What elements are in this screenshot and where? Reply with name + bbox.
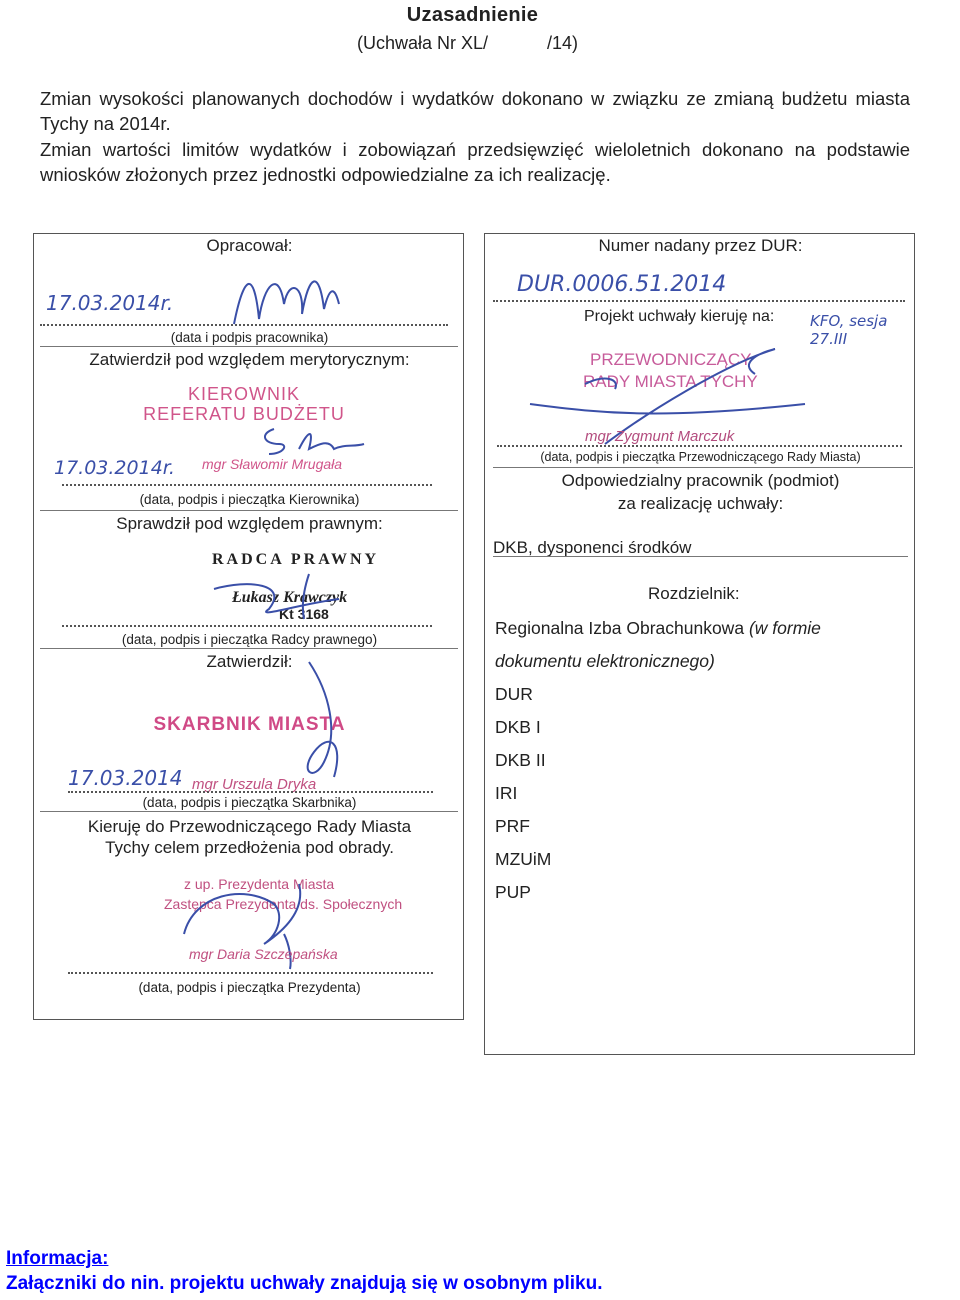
divider xyxy=(493,556,908,557)
legal-stamp-title: RADCA PRAWNY xyxy=(212,551,380,568)
head-stamp-line2: REFERATU BUDŻETU xyxy=(143,404,345,424)
treasurer-dotted-line xyxy=(68,791,433,793)
distribution-first-line xyxy=(495,618,910,639)
document-title: Uzasadnienie xyxy=(406,4,539,26)
president-dotted-line xyxy=(68,972,433,974)
distribution-rio-note-2: dokumentu elektronicznego) xyxy=(495,651,715,671)
distribution-item: DKB II xyxy=(495,750,546,770)
head-dotted-line xyxy=(62,484,432,486)
resolution-year: /14) xyxy=(547,33,579,53)
prepared-header: Opracował: xyxy=(206,236,293,255)
legal-stamp-name: Łukasz Krawczyk xyxy=(232,589,348,606)
distribution-item: DUR xyxy=(495,684,533,704)
treasurer-stamp: SKARBNIK MIASTA xyxy=(153,714,346,735)
dur-header: Numer nadany przez DUR: xyxy=(598,236,803,255)
distribution-item: MZUiM xyxy=(495,849,552,869)
project-text: Projekt uchwały kieruję na: xyxy=(584,308,775,325)
responsible-line2: za realizację uchwały: xyxy=(617,494,784,513)
chair-name-stamp: mgr Zygmunt Marczuk xyxy=(585,428,735,445)
chair-dotted-line xyxy=(497,445,902,447)
treasurer-signature xyxy=(289,652,369,792)
project-handwritten: KFO, sesja 27.III xyxy=(810,312,888,348)
justification-paragraph-2: Zmian wartości limitów wydatków i zobowiązań przedsięwzięć wieloletnich dokonano na podstawie wniosków złożonych przez jednostki odpowiedzialne za ich realizację. xyxy=(40,139,910,185)
refer-text-line1: Kieruję do Przewodniczącego Rady Miasta xyxy=(87,817,412,836)
president-caption: (data, podpis i pieczątka Prezydenta) xyxy=(138,980,361,995)
head-signature xyxy=(259,419,369,459)
distribution-item: PRF xyxy=(495,816,530,836)
prepared-date: 17.03.2014r. xyxy=(46,291,174,315)
legal-signature xyxy=(209,564,369,624)
approved-header: Zatwierdził: xyxy=(206,652,293,671)
legal-stamp-number: Kt 3168 xyxy=(279,606,329,622)
legal-dotted-line xyxy=(62,625,432,627)
distribution-rio: Regionalna Izba Obrachunkowa xyxy=(495,618,745,638)
right-info-box xyxy=(484,233,915,1055)
deputy-stamp-line2: Zastępca Prezydenta ds. Społecznych xyxy=(164,896,403,912)
distribution-header: Rozdzielnik: xyxy=(648,584,740,603)
distribution-rio-note: (w formie xyxy=(748,618,821,638)
chair-caption: (data, podpis i pieczątka Przewodniczącego Rady Miasta) xyxy=(540,450,861,464)
legal-header: Sprawdził pod względem prawnym: xyxy=(116,514,383,533)
document-subtitle xyxy=(357,33,579,54)
prepared-dotted-line xyxy=(40,324,448,326)
prepared-caption: (data i podpis pracownika) xyxy=(170,330,329,345)
treasurer-date: 17.03.2014 xyxy=(68,766,183,790)
head-stamp-line1: KIEROWNIK xyxy=(187,384,300,404)
justification-paragraph-1: Zmian wysokości planowanych dochodów i wydatków dokonano w związku ze zmianą budżetu miasta Tychy na 2014r. xyxy=(40,88,910,134)
legal-caption: (data, podpis i pieczątka Radcy prawnego) xyxy=(121,632,378,647)
distribution-item: IRI xyxy=(495,783,518,803)
divider xyxy=(40,811,458,812)
approved-content-header: Zatwierdził pod względem merytorycznym: xyxy=(89,350,410,369)
chair-stamp-line2: RADY MIASTA TYCHY xyxy=(583,372,758,391)
distribution-item: PUP xyxy=(495,882,531,902)
dur-number: DUR.0006.51.2014 xyxy=(517,272,727,297)
info-text: Załączniki do nin. projektu uchwały znajdują się w osobnym pliku. xyxy=(6,1273,603,1294)
divider xyxy=(40,648,458,649)
dur-dotted-line xyxy=(493,300,905,302)
info-heading: Informacja: xyxy=(6,1248,109,1269)
chair-stamp-line1: PRZEWODNICZĄCY xyxy=(590,350,752,369)
head-date: 17.03.2014r. xyxy=(54,457,175,479)
responsible-line1: Odpowiedzialny pracownik (podmiot) xyxy=(561,471,840,490)
left-approval-box xyxy=(33,233,464,1020)
divider xyxy=(493,467,913,468)
head-name-stamp: mgr Sławomir Mrugała xyxy=(202,456,343,472)
divider xyxy=(40,510,458,511)
resolution-number: (Uchwała Nr XL/ xyxy=(357,33,489,53)
refer-text-line2: Tychy celem przedłożenia pod obrady. xyxy=(105,838,394,857)
responsible-value: DKB, dysponenci środków xyxy=(493,538,692,557)
divider xyxy=(40,346,458,347)
treasurer-name-stamp: mgr Urszula Dryka xyxy=(192,776,317,793)
deputy-name-stamp: mgr Daria Szczepańska xyxy=(189,946,338,962)
deputy-stamp-line1: z up. Prezydenta Miasta xyxy=(184,876,335,892)
treasurer-caption: (data, podpis i pieczątka Skarbnika) xyxy=(142,795,357,810)
head-caption: (data, podpis i pieczątka Kierownika) xyxy=(139,492,360,507)
distribution-item: DKB I xyxy=(495,717,541,737)
